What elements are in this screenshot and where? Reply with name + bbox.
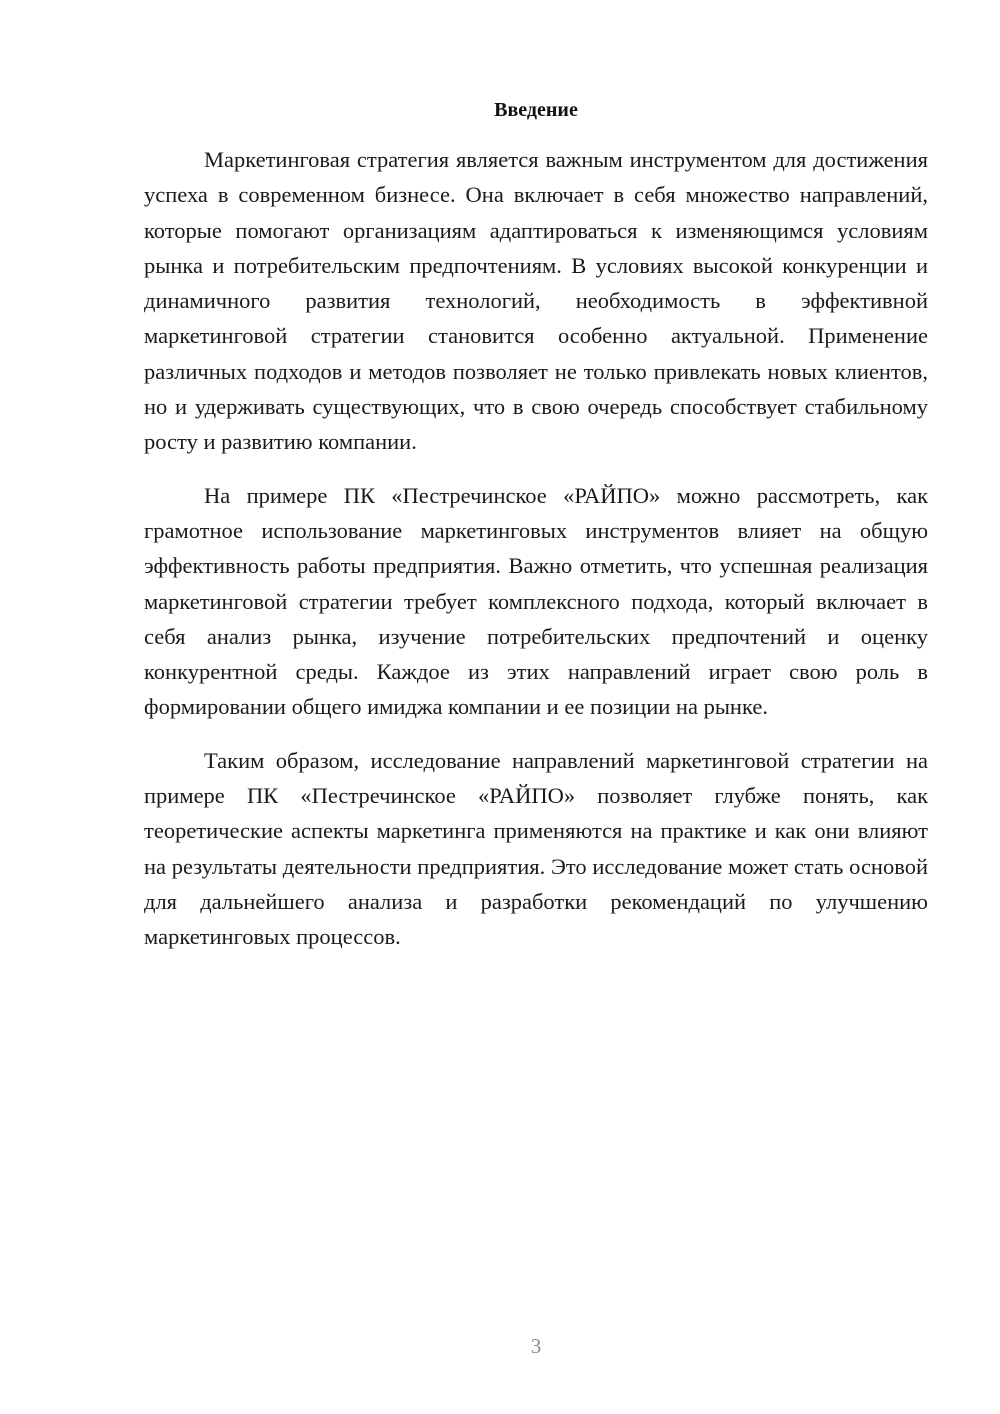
page-number: 3 xyxy=(530,1334,542,1358)
page-content xyxy=(144,96,928,973)
paragraph-conclusion: Таким образом, исследование направлений маркетинговой стратегии на примере ПК «Пестречинское «РАЙПО» позволяет глубже понять, как теоретические аспекты маркетинга применяются на практике и как они влияют на результаты деятельности предприятия. Это исследование может стать основой для дальнейшего анализа и разработки рекомендаций по улучшению маркетинговых процессов. xyxy=(144,747,928,950)
paragraph-intro: Маркетинговая стратегия является важным инструментом для достижения успеха в современном бизнесе. Она включает в себя множество направлений, которые помогают организациям адаптироваться к изменяющимся условиям рынка и потребительским предпочтениям. В условиях высокой конкуренции и динамичного развития технологий, необходимость в эффективной маркетинговой стратегии становится особенно актуальной. Применение различных подходов и методов позволяет не только привлекать новых клиентов, но и удерживать существующих, что в свою очередь способствует стабильному росту и развитию компании. xyxy=(144,147,928,455)
section-title: Введение xyxy=(494,99,578,121)
paragraph-example: На примере ПК «Пестречинское «РАЙПО» можно рассмотреть, как грамотное использование маркетинговых инструментов влияет на общую эффективность работы предприятия. Важно отметить, что успешная реализация маркетинговой стратегии требует комплексного подхода, который включает в себя анализ рынка, изучение потребительских предпочтений и оценку конкурентной среды. Каждое из этих направлений играет свою роль в формировании общего имиджа компании и ее позиции на рынке. xyxy=(144,482,928,720)
